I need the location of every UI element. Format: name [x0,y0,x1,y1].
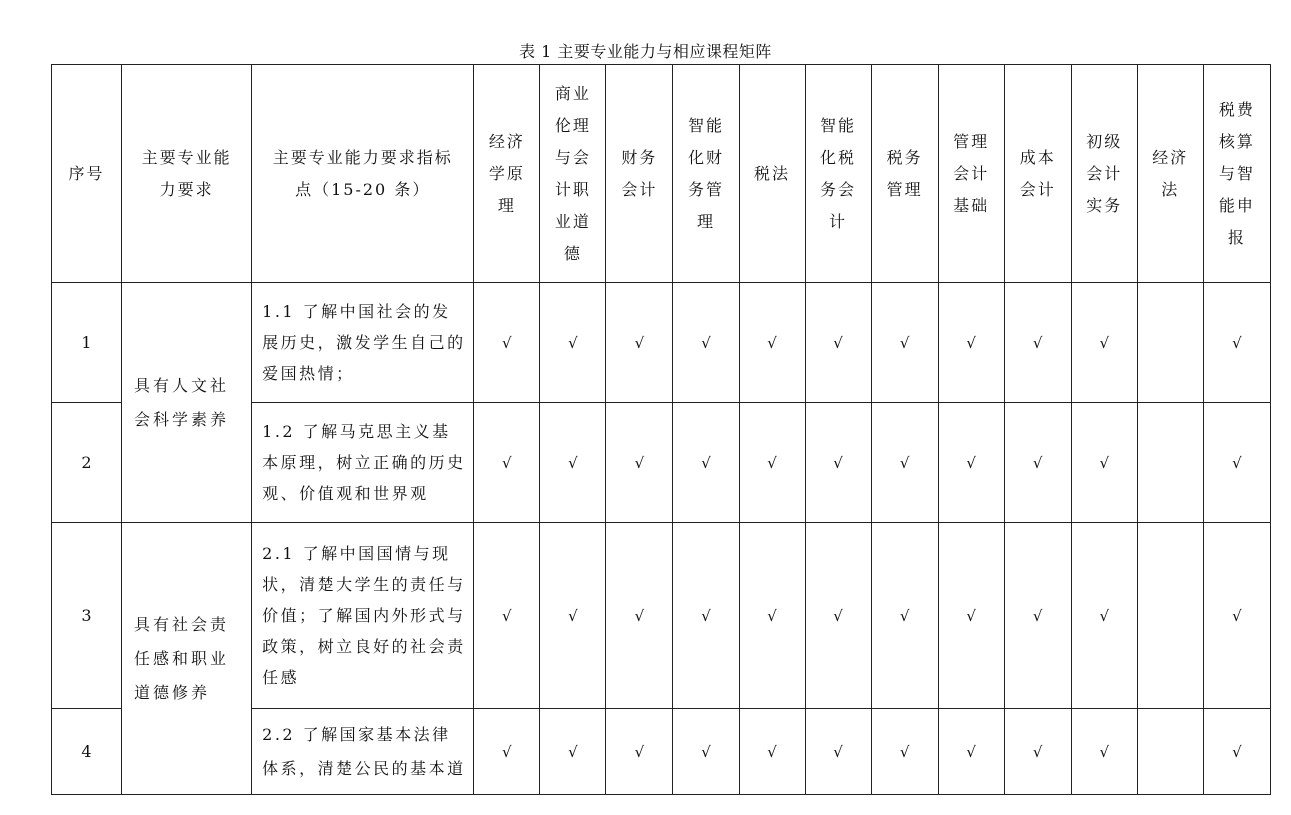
check-cell: √ [474,523,540,709]
header-course: 智能化税务会计 [805,65,871,283]
check-cell [1137,283,1203,403]
check-cell: √ [1004,523,1071,709]
check-cell: √ [606,709,673,795]
check-cell: √ [1203,523,1270,709]
check-cell: √ [1004,403,1071,523]
header-course: 管理会计基础 [938,65,1004,283]
check-cell [1137,523,1203,709]
check-cell: √ [871,283,938,403]
row-seq: 1 [52,283,122,403]
requirement-cell: 具有社会责任感和职业道德修养 [122,523,252,795]
check-cell: √ [739,709,805,795]
row-seq: 4 [52,709,122,795]
check-cell: √ [540,403,606,523]
check-cell: √ [1071,403,1137,523]
check-cell: √ [673,283,739,403]
check-cell: √ [938,403,1004,523]
header-course: 财务会计 [606,65,673,283]
header-requirement: 主要专业能力要求 [122,65,252,283]
check-cell: √ [673,709,739,795]
table-row [52,283,1271,403]
header-course: 成本会计 [1004,65,1071,283]
check-cell: √ [606,283,673,403]
check-cell: √ [805,403,871,523]
check-cell: √ [606,403,673,523]
indicator-cell: 2.2 了解国家基本法律体系，清楚公民的基本道 [252,709,474,795]
check-cell: √ [1203,403,1270,523]
check-cell: √ [540,283,606,403]
check-cell: √ [1071,523,1137,709]
check-cell: √ [739,523,805,709]
check-cell: √ [1071,709,1137,795]
indicator-cell: 1.2 了解马克思主义基本原理，树立正确的历史观、价值观和世界观 [252,403,474,523]
check-cell: √ [474,709,540,795]
check-cell: √ [805,283,871,403]
header-course: 税费核算与智能申报 [1203,65,1270,283]
check-cell: √ [871,709,938,795]
check-cell: √ [739,403,805,523]
check-cell: √ [871,523,938,709]
check-cell: √ [938,523,1004,709]
row-seq: 2 [52,403,122,523]
indicator-cell: 1.1 了解中国社会的发展历史，激发学生自己的爱国热情； [252,283,474,403]
requirement-cell: 具有人文社会科学素养 [122,283,252,523]
header-course: 税务管理 [871,65,938,283]
check-cell: √ [805,523,871,709]
check-cell: √ [540,709,606,795]
header-course: 商业伦理与会计职业道德 [540,65,606,283]
check-cell: √ [673,403,739,523]
check-cell: √ [474,403,540,523]
check-cell: √ [1004,709,1071,795]
check-cell: √ [1071,283,1137,403]
check-cell [1137,403,1203,523]
header-course: 初级会计实务 [1071,65,1137,283]
check-cell: √ [938,709,1004,795]
table-caption: 表 1 主要专业能力与相应课程矩阵 [519,42,772,61]
check-cell: √ [606,523,673,709]
header-row [52,65,1271,283]
header-course: 经济学原理 [474,65,540,283]
check-cell: √ [1004,283,1071,403]
header-course: 智能化财务管理 [673,65,739,283]
check-cell: √ [871,403,938,523]
check-cell [1137,709,1203,795]
check-cell: √ [1203,283,1270,403]
row-seq: 3 [52,523,122,709]
header-course: 经济法 [1137,65,1203,283]
check-cell: √ [938,283,1004,403]
check-cell: √ [673,523,739,709]
course-matrix-table [51,64,1271,795]
check-cell: √ [805,709,871,795]
check-cell: √ [739,283,805,403]
header-indicator: 主要专业能力要求指标点（15-20 条） [252,65,474,283]
check-cell: √ [474,283,540,403]
check-cell: √ [540,523,606,709]
table-row [52,523,1271,709]
indicator-cell: 2.1 了解中国国情与现状，清楚大学生的责任与价值；了解国内外形式与政策，树立良好的社会责任感 [252,523,474,709]
header-seq: 序号 [52,65,122,283]
header-course: 税法 [739,65,805,283]
check-cell: √ [1203,709,1270,795]
